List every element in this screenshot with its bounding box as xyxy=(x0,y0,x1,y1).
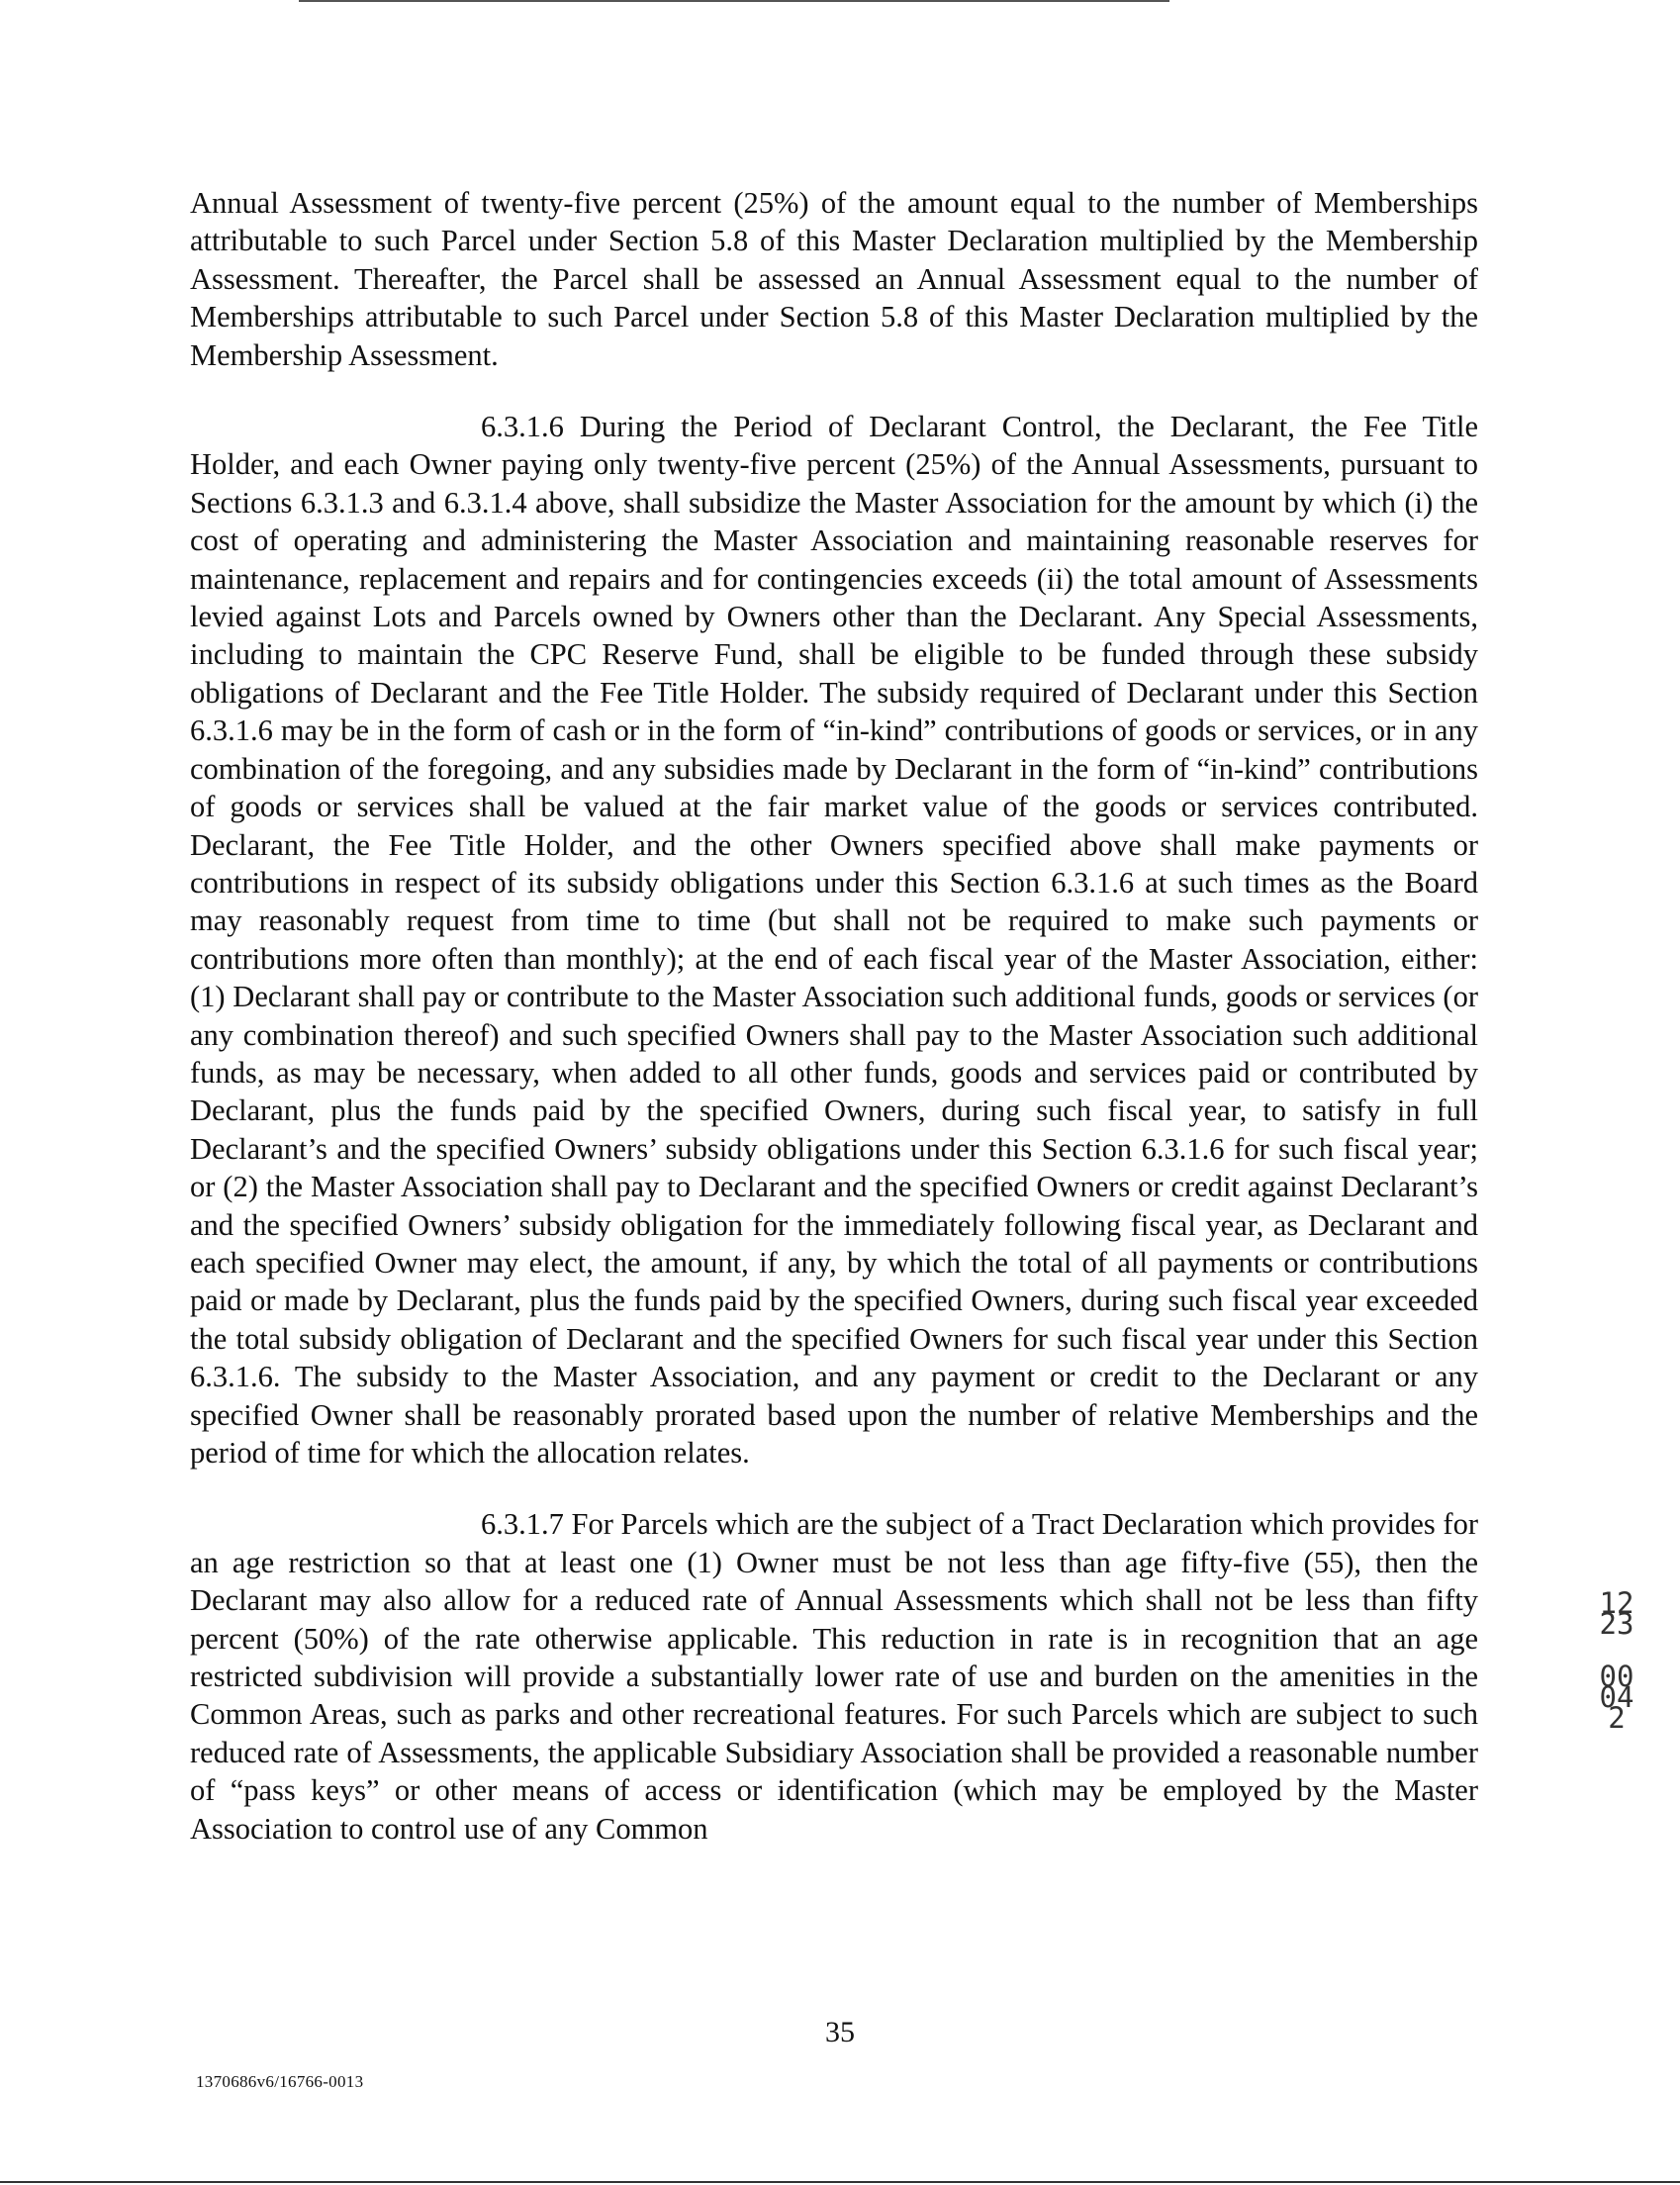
bottom-rule xyxy=(0,2181,1680,2183)
document-id: 1370686v6/16766-0013 xyxy=(196,2072,364,2091)
document-body xyxy=(190,184,1478,1881)
recording-stamp xyxy=(1597,1586,1636,1735)
recording-stamp-group-1: 1223 xyxy=(1599,1586,1634,1641)
paragraph-6-3-1-6: 6.3.1.6 During the Period of Declarant Control, the Declarant, the Fee Title Holder, and each Owner paying only twenty-five percent (25%) of the Annual Assessments, pursuant to Sections 6.3.1.3 and 6.3.1.4 above, shall subsidize the Master Association for the amount by which (i) the cost of operating and administering the Master Association and maintaining reasonable reserves for maintenance, replacement and repairs and for contingencies exceeds (ii) the total amount of Assessments levied against Lots and Parcels owned by Owners other than the Declarant. Any Special Assessments, including to maintain the CPC Reserve Fund, shall be eligible to be funded through these subsidy obligations of Declarant and the Fee Title Holder. The subsidy required of Declarant under this Section 6.3.1.6 may be in the form of cash or in the form of “in-kind” contributions of goods or services, or in any combination of the foregoing, and any subsidies made by Declarant in the form of “in-kind” contributions of goods or services shall be valued at the fair market value of the goods or services contributed. Declarant, the Fee Title Holder, and the other Owners specified above shall make payments or contributions in respect of its subsidy obligations under this Section 6.3.1.6 at such times as the Board may reasonably request from time to time (but shall not be required to make such payments or contributions more often than monthly); at the end of each fiscal year of the Master Association, either: (1) Declarant shall pay or contribute to the Master Association such additional funds, goods or services (or any combination thereof) and such specified Owners shall pay to the Master Association such additional funds, as may be necessary, when added to all other funds, goods and services paid or contributed by Declarant, plus the funds paid by the specified Owners, during such fiscal year, to satisfy in full Declarant’s and the specified Owners’ subsidy obligations under this Section 6.3.1.6 for such fiscal year; or (2) the Master Association shall pay to Declarant and the specified Owners or credit against Declarant’s and the specified Owners’ subsidy obligation for the immediately following fiscal year, as Declarant and each specified Owner may elect, the amount, if any, by which the total of all payments or contributions paid or made by Declarant, plus the funds paid by the specified Owners, during such fiscal year exceeded the total subsidy obligation of Declarant and the specified Owners for such fiscal year under this Section 6.3.1.6. The subsidy to the Master Association, and any payment or credit to the Declarant or any specified Owner shall be reasonably prorated based upon the number of relative Memberships and the period of time for which the allocation relates. xyxy=(190,410,1478,1470)
top-rule xyxy=(299,0,1169,2)
paragraph-6-3-1-7: 6.3.1.7 For Parcels which are the subject of a Tract Declaration which provides for an age restriction so that at least one (1) Owner must be not less than age fifty-five (55), then the Declarant may also allow for a reduced rate of Annual Assessments which shall not be less than fifty percent (50%) of the rate otherwise applicable. This reduction in rate is in recognition that an age restricted subdivision will provide a substantially lower rate of use and burden on the amenities in the Common Areas, such as parks and other recreational features. For such Parcels which are subject to such reduced rate of Assessments, the applicable Subsidiary Association shall be provided a reasonable number of “pass keys” or other means of access or identification (which may be employed by the Master Association to control use of any Common xyxy=(190,1507,1478,1846)
paragraph-continuation: Annual Assessment of twenty-five percent (25%) of the amount equal to the number of Memberships attributable to such Parcel under Section 5.8 of this Master Declaration multiplied by the Membership Assessment. Thereafter, the Parcel shall be assessed an Annual Assessment equal to the number of Memberships attributable to such Parcel under Section 5.8 of this Master Declaration multiplied by the Membership Assessment. xyxy=(190,186,1478,372)
page-number: 35 xyxy=(825,2016,855,2048)
recording-stamp-group-2: 00042 xyxy=(1599,1660,1634,1735)
